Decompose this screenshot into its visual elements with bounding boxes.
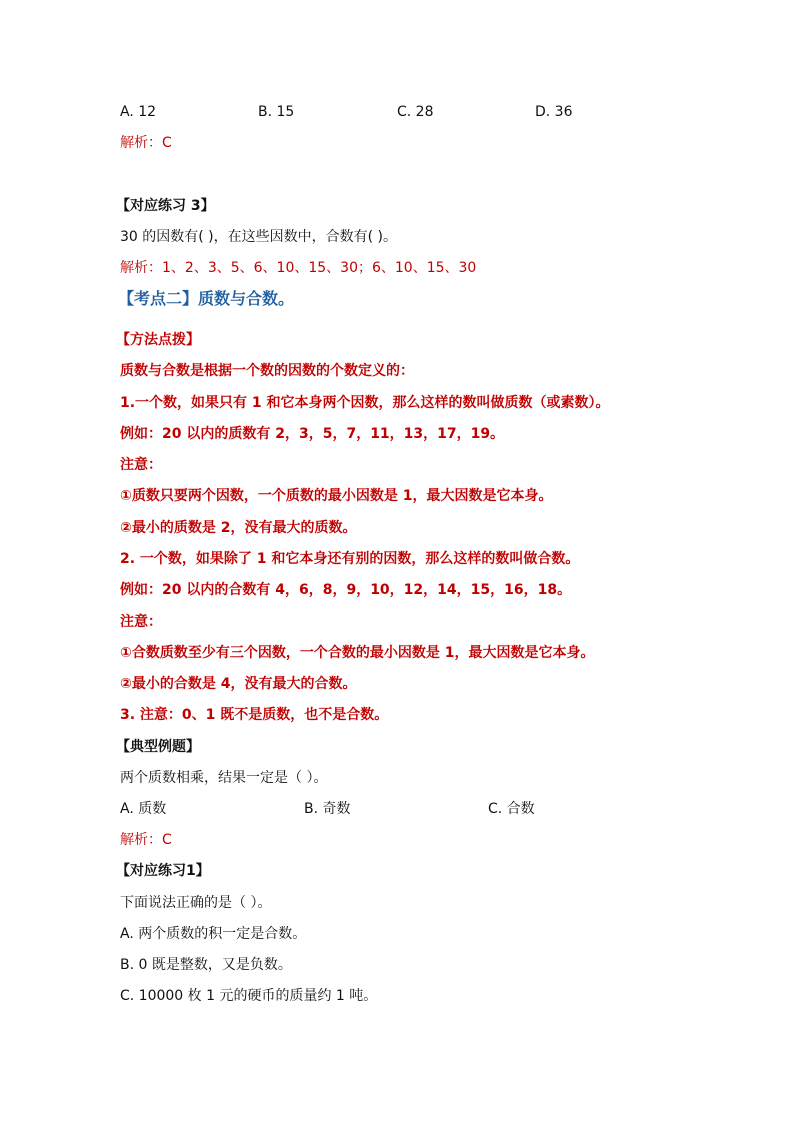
method-header: 【方法点拨】 [116,332,200,348]
method-line-12: 3. 注意：0、1 既不是质数，也不是合数。 [120,707,389,723]
method-line-10: ①合数质数至少有三个因数，一个合数的最小因数是 1，最大因数是它本身。 [120,645,595,661]
method-line-6: ②最小的质数是 2，没有最大的质数。 [120,520,357,536]
method-line-1: 质数与合数是根据一个数的因数的个数定义的： [120,363,414,379]
practice3-header: 【对应练习 3】 [116,198,215,214]
option-c: C. 28 [397,104,434,120]
method-line-9: 注意： [120,614,162,630]
option-d: D. 36 [535,104,573,120]
practice1-option-a: A. 两个质数的积一定是合数。 [120,926,307,942]
practice1-question: 下面说法正确的是（ ）。 [120,895,272,911]
point2-title: 【考点二】质数与合数。 [118,289,295,308]
prev-analysis: 解析：C [120,135,172,151]
method-line-2: 1.一个数，如果只有 1 和它本身两个因数，那么这样的数叫做质数（或素数）。 [120,395,610,411]
method-line-3: 例如：20 以内的质数有 2，3，5，7，11，13，17，19。 [120,426,505,442]
method-line-4: 注意： [120,457,162,473]
method-line-8: 例如：20 以内的合数有 4，6，8，9，10，12，14，15，16，18。 [120,582,572,598]
example-options [120,799,680,819]
example-analysis: 解析：C [120,832,172,848]
example-question: 两个质数相乘，结果一定是（ ）。 [120,770,328,786]
option-a: A. 12 [120,104,157,120]
practice1-header: 【对应练习1】 [116,863,210,879]
example-option-b: B. 奇数 [304,801,351,817]
practice3-analysis: 解析：1、2、3、5、6、10、15、30；6、10、15、30 [120,260,477,276]
practice1-option-b: B. 0 既是整数，又是负数。 [120,957,292,973]
method-line-7: 2. 一个数，如果除了 1 和它本身还有别的因数，那么这样的数叫做合数。 [120,551,580,567]
method-line-5: ①质数只要两个因数，一个质数的最小因数是 1，最大因数是它本身。 [120,488,553,504]
example-header: 【典型例题】 [116,739,200,755]
practice1-option-c: C. 10000 枚 1 元的硬币的质量约 1 吨。 [120,988,378,1004]
prev-question-options [120,102,680,122]
method-line-11: ②最小的合数是 4，没有最大的合数。 [120,676,357,692]
example-option-a: A. 质数 [120,801,167,817]
example-option-c: C. 合数 [488,801,535,817]
option-b: B. 15 [258,104,295,120]
practice3-question: 30 的因数有( )，在这些因数中，合数有( )。 [120,229,398,245]
